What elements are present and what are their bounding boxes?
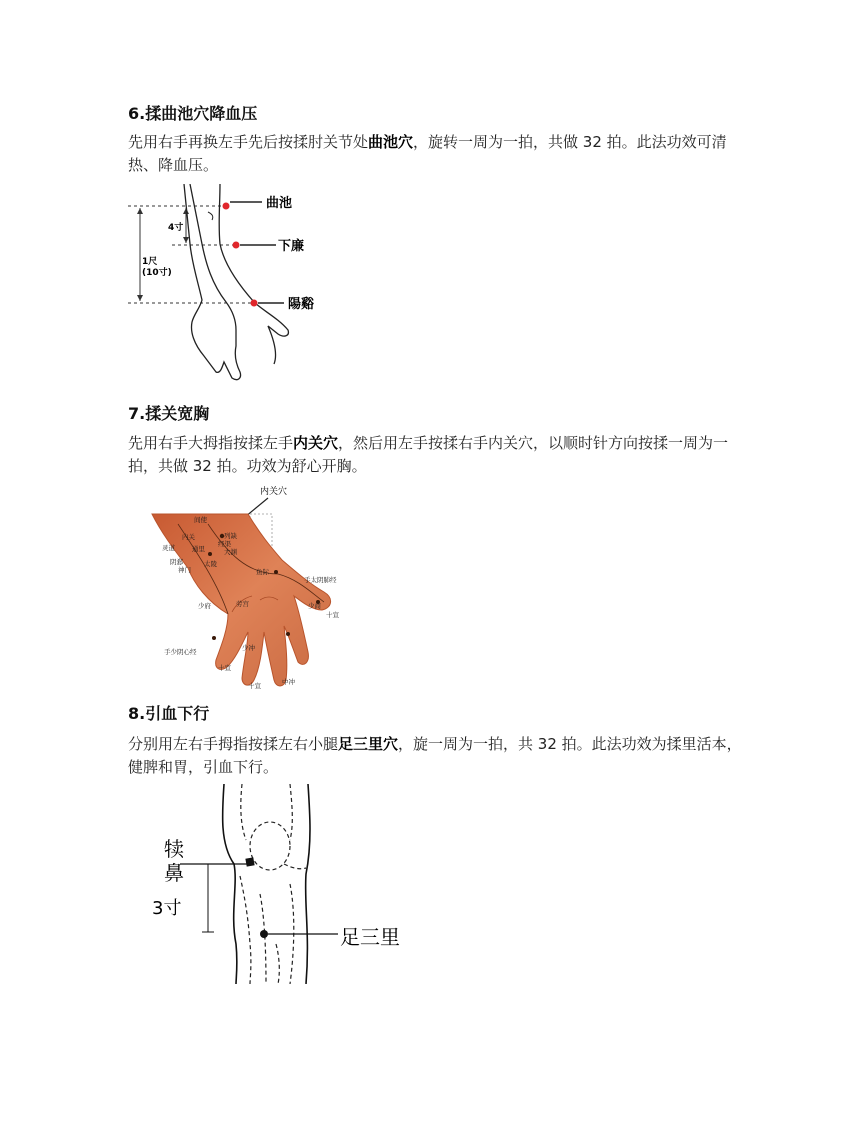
label-small: 列缺 xyxy=(224,532,237,540)
heading-section-6: 6.揉曲池穴降血压 xyxy=(128,104,258,123)
arm-outline xyxy=(184,184,241,380)
kneecap-outline xyxy=(250,822,290,870)
label-xialian: 下廉 xyxy=(278,239,305,254)
label-small: 手太阴肺经 xyxy=(304,576,337,584)
label-quchi: 曲池 xyxy=(266,196,293,211)
acupoint-yangxi xyxy=(251,300,258,307)
measure-large-label: 1尺 xyxy=(142,257,158,267)
paragraph-section-7 xyxy=(128,432,748,478)
label-neiguan-top: 内关穴 xyxy=(260,487,288,497)
measure-label: 3寸 xyxy=(152,898,182,919)
measure-small-label: 4寸 xyxy=(168,223,184,233)
para-text: ，然后用左手按揉右手内关穴，以顺时针方向按揉一周为一拍，共做 32 拍。功效为舒心开胸。 xyxy=(128,434,729,475)
para-text: ，旋一周为一拍，共 32 拍。此法功效为揉里活本，健脾和胃，引血下行。 xyxy=(128,735,742,776)
label-dubi-1: 犊 xyxy=(164,837,184,861)
measure-large-label-sub: (10寸) xyxy=(142,268,172,278)
para-text: 分别用左右手拇指按揉左右小腿 xyxy=(128,735,339,753)
label-small: 阴郄 xyxy=(170,558,183,566)
acupoint-name-zusanli: 足三里穴 xyxy=(338,735,399,753)
label-dubi-2: 鼻 xyxy=(164,861,184,885)
figure-knee-acupoints xyxy=(140,784,420,984)
label-small: 中冲 xyxy=(282,678,295,686)
label-small: 十宣 xyxy=(218,664,231,672)
label-small: 通里 xyxy=(192,545,205,553)
label-small: 劳宫 xyxy=(236,600,249,608)
label-zusanli: 足三里 xyxy=(340,925,400,949)
label-small: 间使 xyxy=(194,516,207,524)
label-small: 鱼际 xyxy=(256,568,269,576)
label-small: 太陵 xyxy=(204,560,217,568)
label-small: 大渊 xyxy=(224,548,237,556)
heading-section-7: 7.揉关宽胸 xyxy=(128,404,210,423)
heading-section-8: 8.引血下行 xyxy=(128,704,210,723)
label-small: 少冲 xyxy=(242,644,255,652)
label-small: 少商 xyxy=(308,602,321,610)
label-small: 灵道 xyxy=(162,544,175,552)
leg-outline-right xyxy=(306,784,310,984)
label-small: 十宣 xyxy=(326,611,339,619)
paragraph-section-8 xyxy=(128,733,748,779)
label-small: 手少阴心经 xyxy=(164,648,197,656)
acupoint-xialian xyxy=(233,242,240,249)
acupoint-quchi xyxy=(223,203,230,210)
leg-outline-left xyxy=(223,784,237,984)
acupoint-zusanli xyxy=(260,930,268,938)
para-text: 先用右手大拇指按揉左手 xyxy=(128,434,294,452)
para-text: ，旋转一周为一拍，共做 32 拍。此法功效可清热、降血压。 xyxy=(128,133,727,174)
acupoint-name-neiguan: 内关穴 xyxy=(293,434,339,452)
acupoint-dubi xyxy=(245,857,254,866)
label-small: 经渠 xyxy=(218,540,231,548)
para-text: 先用右手再换左手先后按揉肘关节处 xyxy=(128,133,369,151)
label-small: 神门 xyxy=(178,566,191,574)
label-small: 内关 xyxy=(182,533,195,541)
label-small: 十宣 xyxy=(248,682,261,690)
label-small: 少府 xyxy=(198,602,211,610)
acupoint-name-quchi: 曲池穴 xyxy=(368,133,414,151)
arm-outline-inner xyxy=(219,184,288,364)
paragraph-section-6 xyxy=(128,131,748,177)
label-yangxi: 陽谿 xyxy=(288,297,315,312)
figure-forearm-acupoints xyxy=(128,184,338,384)
figure-hand-acupoints xyxy=(148,484,358,694)
